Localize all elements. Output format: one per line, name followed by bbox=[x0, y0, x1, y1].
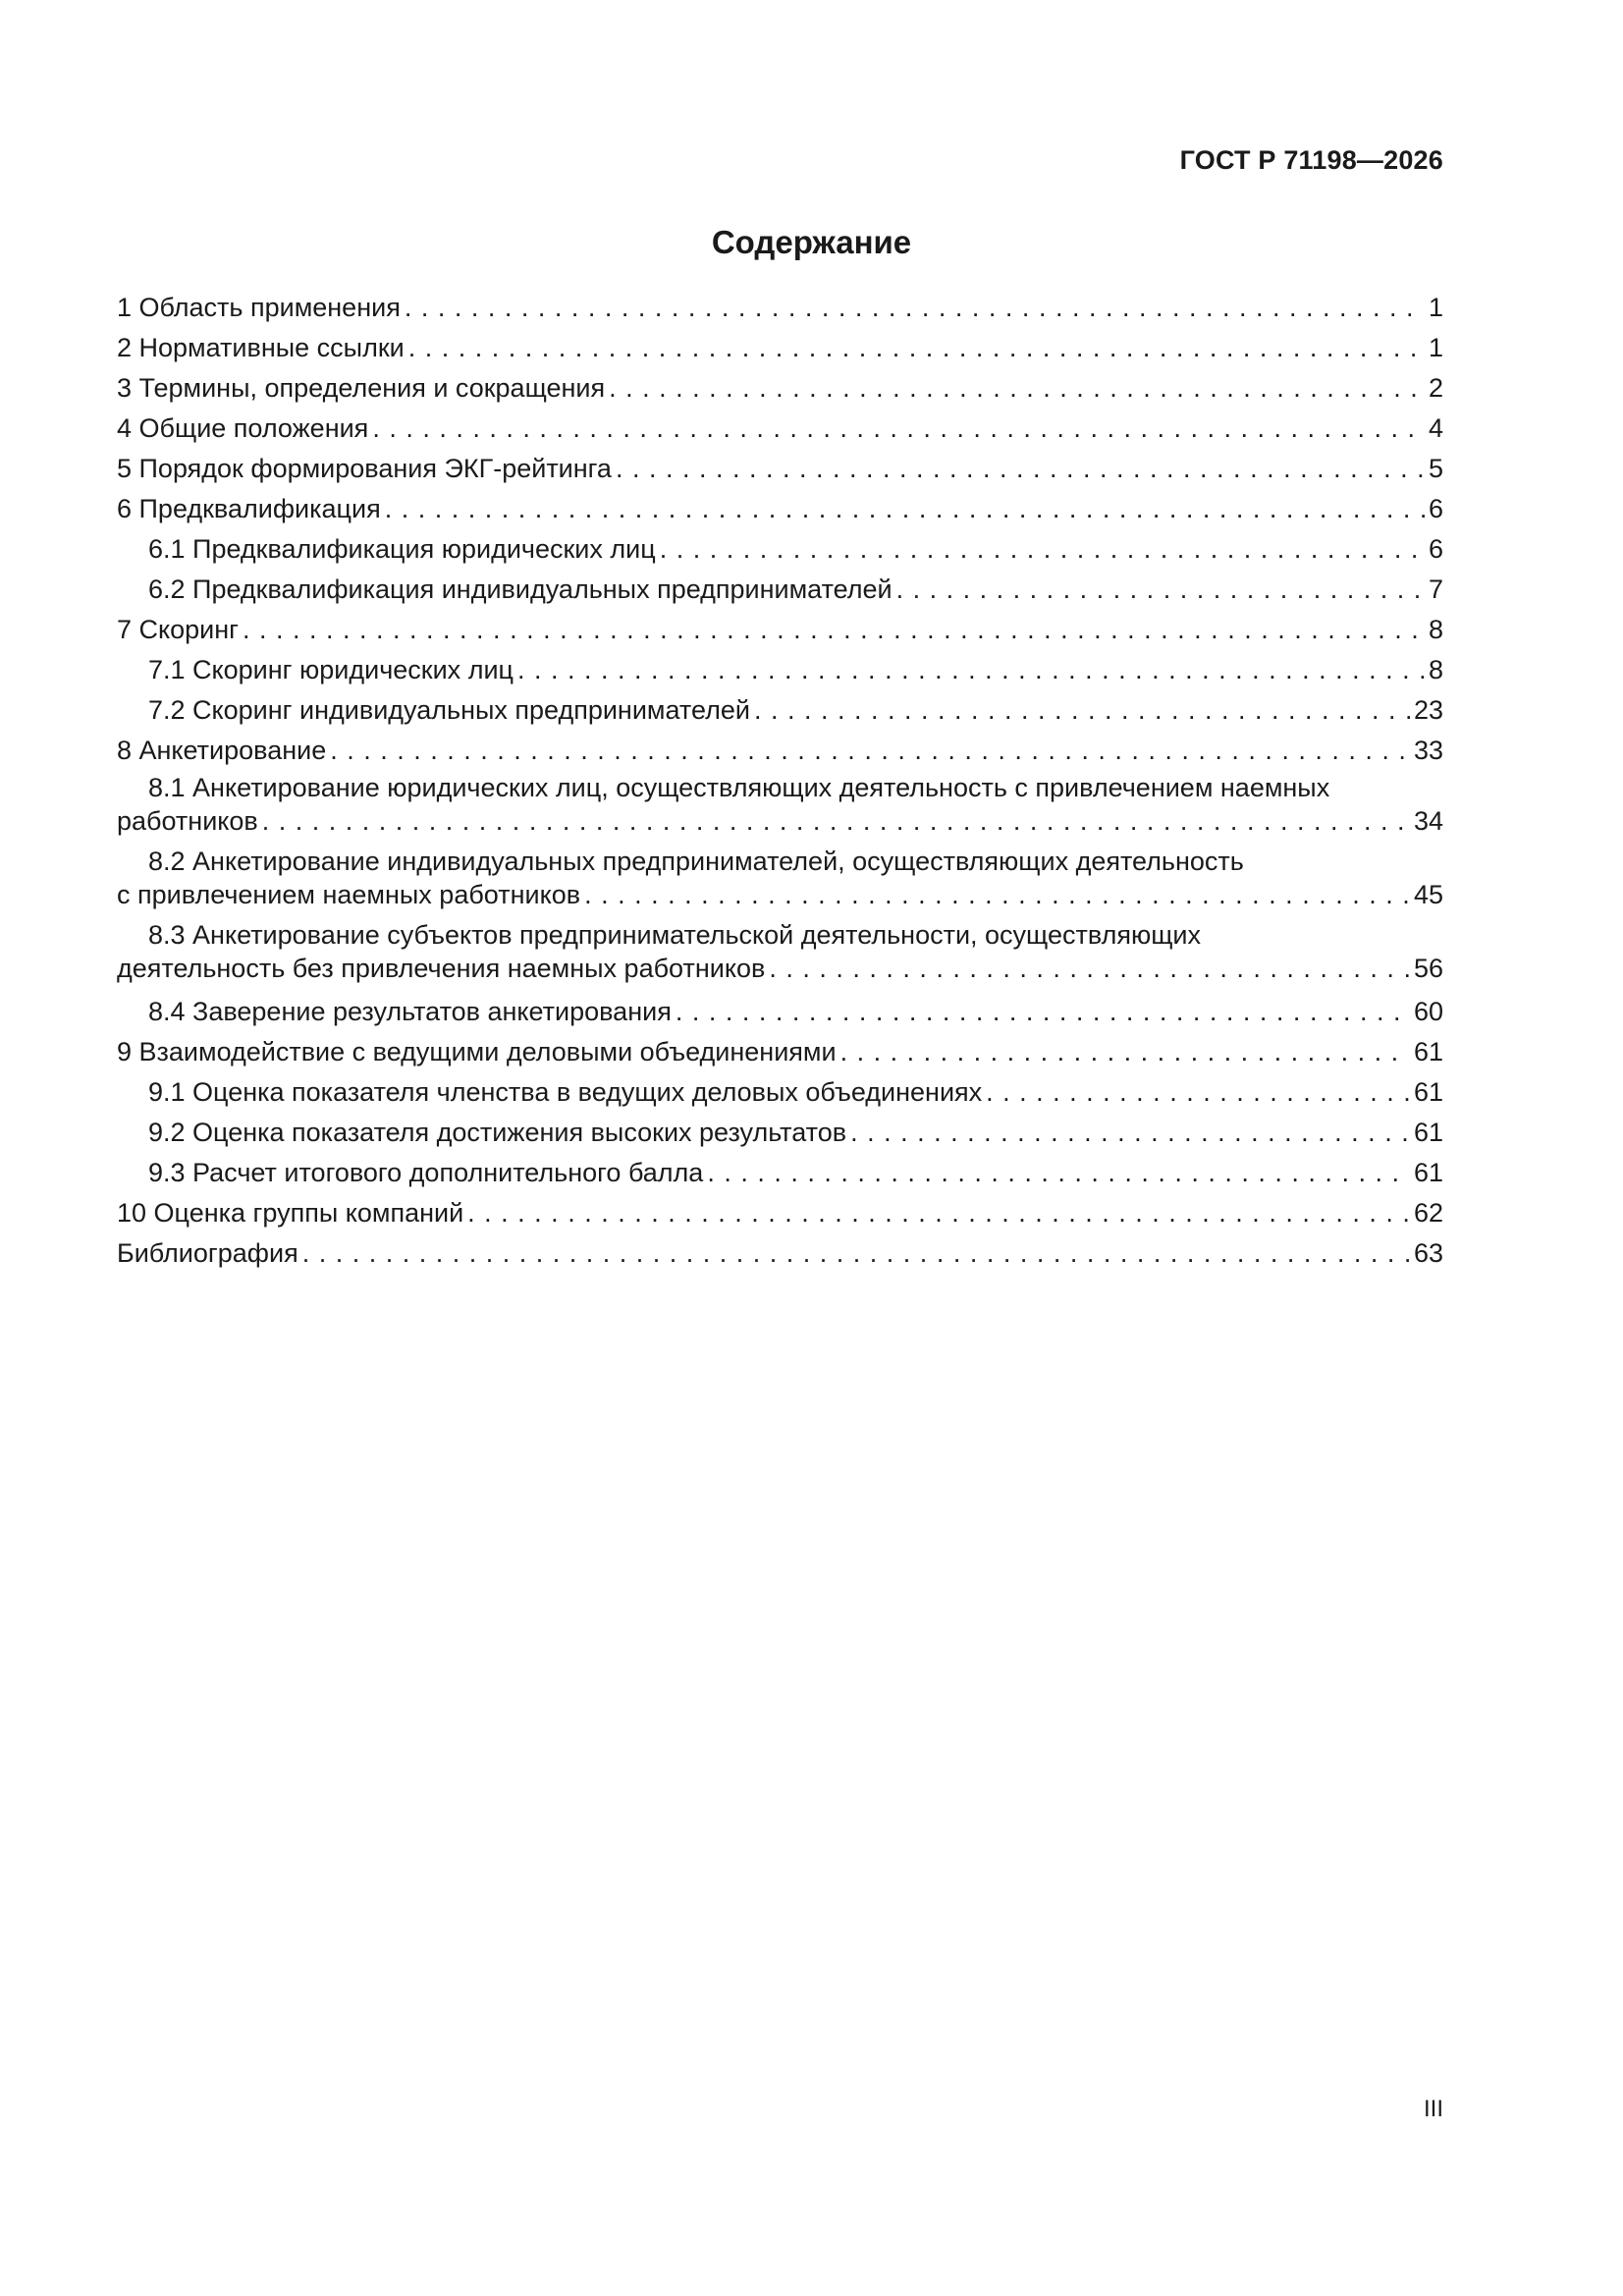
toc-entry-page: 8 bbox=[1428, 655, 1443, 684]
toc-entry-label-line1: 8.3 Анкетирование субъектов предпринимательской деятельности, осуществляющих bbox=[148, 920, 1201, 950]
toc-entry-label: 9.1 Оценка показателя членства в ведущих деловых объединениях bbox=[148, 1077, 983, 1107]
toc-subentry[interactable] bbox=[117, 650, 1443, 690]
toc-subentry[interactable] bbox=[117, 1153, 1443, 1193]
dot-leader bbox=[769, 952, 1410, 985]
dot-leader bbox=[850, 1113, 1410, 1153]
toc-entry-page: 61 bbox=[1413, 1077, 1443, 1107]
toc-entry-label: 6 Предквалификация bbox=[117, 494, 381, 523]
toc-entry-page: 34 bbox=[1413, 806, 1443, 836]
dot-leader bbox=[372, 409, 1425, 449]
toc-entry-label: 9.3 Расчет итогового дополнительного балла bbox=[148, 1158, 704, 1187]
toc-entry-page: 45 bbox=[1413, 880, 1443, 909]
toc-entry-label-line1: 8.2 Анкетирование индивидуальных предпринимателей, осуществляющих деятельность bbox=[148, 847, 1244, 876]
toc-entry-page: 61 bbox=[1413, 1037, 1443, 1066]
toc-entry[interactable] bbox=[117, 328, 1443, 368]
toc-subentry[interactable] bbox=[117, 992, 1443, 1032]
toc-entry-label-line2: с привлечением наемных работников bbox=[117, 880, 581, 909]
table-of-contents bbox=[117, 288, 1443, 1274]
toc-entry-label: 6.1 Предквалификация юридических лиц bbox=[148, 534, 656, 564]
toc-entry-label: 2 Нормативные ссылки bbox=[117, 333, 405, 362]
document-code: ГОСТ Р 71198—2026 bbox=[1179, 145, 1443, 175]
toc-entry-label: Библиография bbox=[117, 1238, 298, 1268]
toc-entry-label-line2: деятельность без привлечения наемных работников bbox=[117, 954, 766, 983]
dot-leader bbox=[896, 570, 1425, 610]
toc-entry-label: 1 Область применения bbox=[117, 293, 401, 322]
toc-entry[interactable] bbox=[117, 409, 1443, 449]
toc-entry-page: 1 bbox=[1428, 293, 1443, 322]
toc-entry-label: 7 Скоринг bbox=[117, 615, 240, 644]
toc-entry-page: 1 bbox=[1428, 333, 1443, 362]
toc-entry-page: 6 bbox=[1428, 534, 1443, 564]
toc-entry-page: 61 bbox=[1413, 1158, 1443, 1187]
toc-entry-label: 4 Общие положения bbox=[117, 413, 369, 443]
toc-entry-page: 56 bbox=[1413, 954, 1443, 983]
toc-entry[interactable] bbox=[117, 449, 1443, 489]
page-number: III bbox=[1423, 2096, 1443, 2122]
toc-entry-label: 3 Термины, определения и сокращения bbox=[117, 373, 606, 403]
toc-entry[interactable] bbox=[117, 288, 1443, 328]
toc-entry-page: 62 bbox=[1413, 1198, 1443, 1228]
toc-entry-page: 7 bbox=[1428, 574, 1443, 604]
toc-entry-label: 7.2 Скоринг индивидуальных предпринимателей bbox=[148, 695, 750, 725]
toc-entry-label-line2: работников bbox=[117, 806, 258, 836]
toc-entry-page: 23 bbox=[1413, 695, 1443, 725]
toc-entry-page: 61 bbox=[1413, 1118, 1443, 1147]
dot-leader bbox=[243, 610, 1425, 650]
toc-entry[interactable] bbox=[117, 1032, 1443, 1072]
toc-entry[interactable] bbox=[117, 368, 1443, 409]
toc-entry-page: 33 bbox=[1413, 736, 1443, 765]
dot-leader bbox=[408, 328, 1425, 368]
toc-title: Содержание bbox=[711, 224, 912, 260]
toc-entry-page: 8 bbox=[1428, 615, 1443, 644]
toc-subentry[interactable] bbox=[117, 918, 1443, 985]
dot-leader bbox=[467, 1193, 1410, 1233]
dot-leader bbox=[262, 804, 1410, 838]
toc-entry-page: 6 bbox=[1428, 494, 1443, 523]
toc-entry-label: 8.4 Заверение результатов анкетирования bbox=[148, 997, 672, 1026]
dot-leader bbox=[609, 368, 1425, 409]
dot-leader bbox=[754, 690, 1410, 731]
toc-entry[interactable] bbox=[117, 489, 1443, 529]
toc-entry-label: 8 Анкетирование bbox=[117, 736, 327, 765]
toc-entry-page: 2 bbox=[1428, 373, 1443, 403]
dot-leader bbox=[330, 731, 1410, 771]
toc-entry-label: 7.1 Скоринг юридических лиц bbox=[148, 655, 514, 684]
toc-subentry[interactable] bbox=[117, 845, 1443, 911]
dot-leader bbox=[517, 650, 1425, 690]
dot-leader bbox=[840, 1032, 1410, 1072]
toc-subentry[interactable] bbox=[117, 1113, 1443, 1153]
toc-entry[interactable] bbox=[117, 731, 1443, 771]
toc-subentry[interactable] bbox=[117, 690, 1443, 731]
toc-entry[interactable] bbox=[117, 1193, 1443, 1233]
toc-subentry[interactable] bbox=[117, 570, 1443, 610]
toc-entry-label: 9.2 Оценка показателя достижения высоких результатов bbox=[148, 1118, 847, 1147]
toc-entry-label: 5 Порядок формирования ЭКГ-рейтинга bbox=[117, 454, 612, 483]
toc-subentry[interactable] bbox=[117, 771, 1443, 838]
toc-entry-page: 63 bbox=[1413, 1238, 1443, 1268]
toc-entry[interactable] bbox=[117, 1233, 1443, 1274]
toc-entry-page: 4 bbox=[1428, 413, 1443, 443]
toc-entry[interactable] bbox=[117, 610, 1443, 650]
dot-leader bbox=[676, 992, 1410, 1032]
toc-entry-label-line1: 8.1 Анкетирование юридических лиц, осуществляющих деятельность с привлечением наемных bbox=[148, 773, 1330, 802]
toc-entry-page: 60 bbox=[1413, 997, 1443, 1026]
dot-leader bbox=[660, 529, 1425, 570]
toc-entry-label: 6.2 Предквалификация индивидуальных предпринимателей bbox=[148, 574, 893, 604]
dot-leader bbox=[616, 449, 1425, 489]
dot-leader bbox=[584, 878, 1410, 911]
toc-subentry[interactable] bbox=[117, 1072, 1443, 1113]
dot-leader bbox=[302, 1233, 1410, 1274]
dot-leader bbox=[986, 1072, 1410, 1113]
toc-entry-label: 10 Оценка группы компаний bbox=[117, 1198, 464, 1228]
dot-leader bbox=[707, 1153, 1410, 1193]
toc-entry-page: 5 bbox=[1428, 454, 1443, 483]
toc-entry-label: 9 Взаимодействие с ведущими деловыми объединениями bbox=[117, 1037, 837, 1066]
toc-subentry[interactable] bbox=[117, 529, 1443, 570]
dot-leader bbox=[385, 489, 1425, 529]
dot-leader bbox=[405, 288, 1425, 328]
